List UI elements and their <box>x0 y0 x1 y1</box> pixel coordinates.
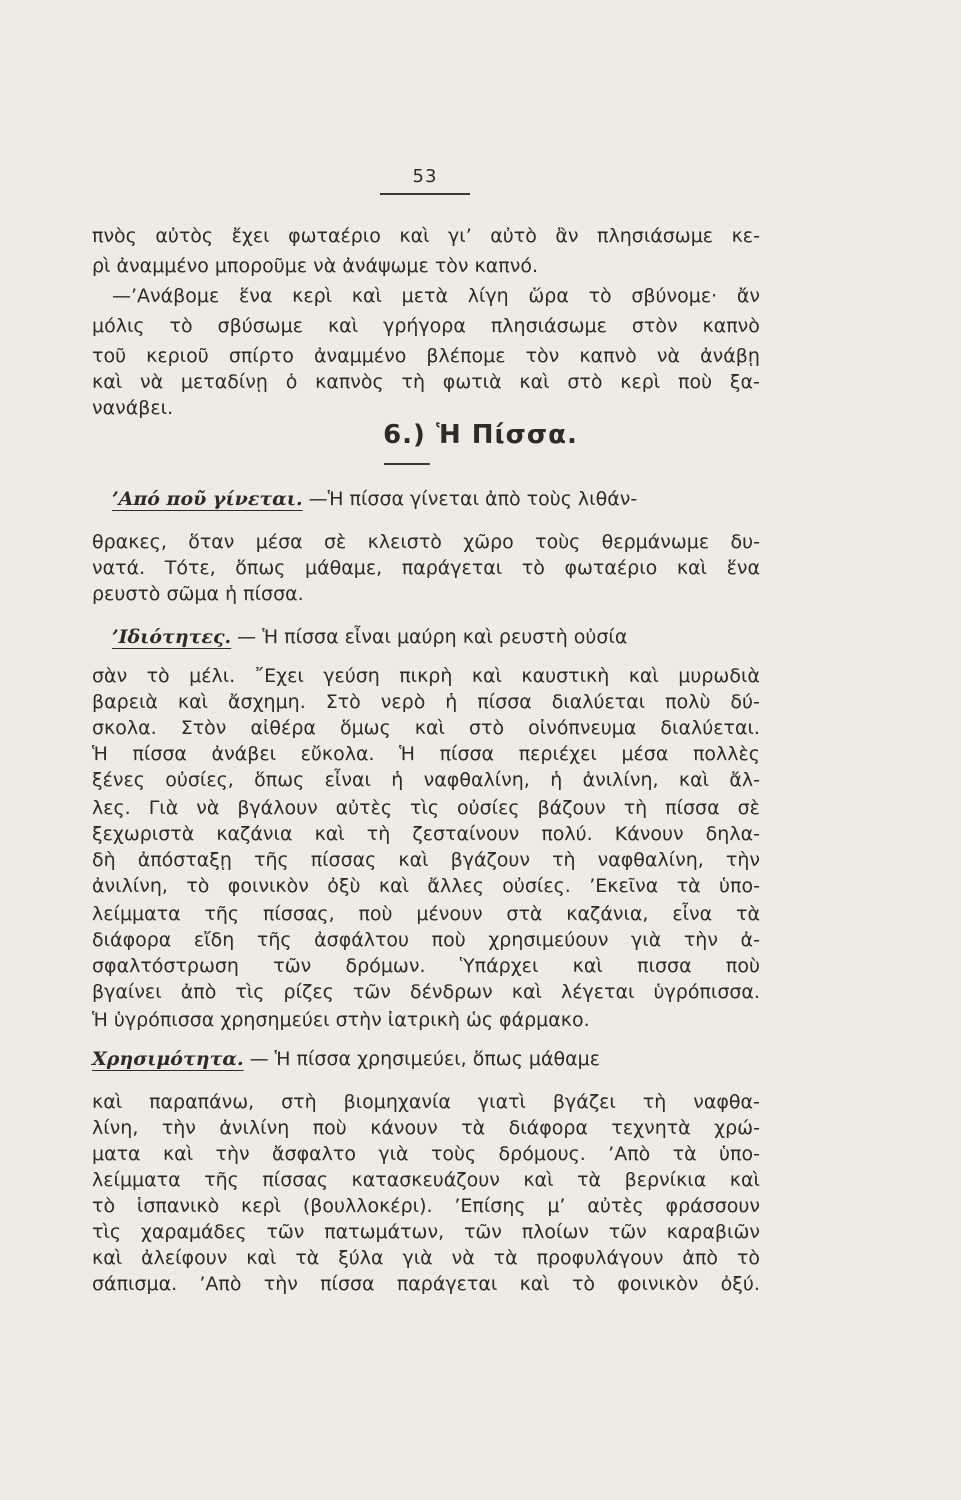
text-line: ρευστὸ σῶμα ἡ πίσσα. <box>92 583 304 605</box>
text-line: νατά. Τότε, ὅπως μάθαμε, παράγεται τὸ φωταέριο καὶ ἕνα <box>92 557 760 579</box>
text-line: βαρειὰ καὶ ἄσχημη. Στὸ νερὸ ἡ πίσσα διαλύεται πολὺ δύ- <box>92 691 760 713</box>
text-line: δὴ ἀπόσταξῃ τῆς πίσσας καὶ βγάζουν τὴ ναφθαλίνη, τὴν <box>92 849 760 871</box>
page-number-rule <box>380 193 470 195</box>
paragraph-heading: Χρησιμότητα. <box>92 1048 244 1070</box>
section-rule <box>384 463 430 465</box>
text-line: καὶ ἀλείφουν καὶ τὰ ξύλα γιὰ νὰ τὰ προφυλάγουν ἀπὸ τὸ <box>92 1247 760 1269</box>
paragraph-heading: ’Από ποῦ γίνεται. <box>112 488 303 510</box>
text-line: σφαλτόστρωση τῶν δρόμων. Ὑπάρχει καὶ πισσα ποὺ <box>92 955 760 977</box>
text-line <box>92 1047 760 1071</box>
text-line <box>112 625 760 649</box>
text-line: Ἡ ὑγρόπισσα χρησημεύει στὴν ἰατρικὴ ὡς φάρμακο. <box>92 1009 590 1031</box>
text-line: λείμματα τῆς πίσσας, ποὺ μένουν στὰ καζάνια, εἶνα τὰ <box>92 903 760 925</box>
text-line: τοῦ κεριοῦ σπίρτο ἀναμμένο βλέπομε τὸν καπνὸ νὰ ἀνάβῃ <box>92 345 760 367</box>
text-line: λίνη, τὴν ἀνιλίνη ποὺ κάνουν τὰ διάφορα τεχνητὰ χρώ- <box>92 1117 760 1139</box>
text-line: ματα καὶ τὴν ἄσφαλτο γιὰ τοὺς δρόμους. ’Απὸ τὰ ὑπο- <box>92 1143 760 1165</box>
section-title: 6.) Ἡ Πίσσα. <box>383 420 578 450</box>
paragraph-first-line: —Ἡ πίσσα γίνεται ἀπὸ τοὺς λιθάν- <box>308 488 638 510</box>
text-line: νανάβει. <box>92 397 174 419</box>
text-line: Ἡ πίσσα ἀνάβει εὔκολα. Ἡ πίσσα περιέχει μέσα πολλὲς <box>92 743 760 765</box>
text-line: θρακες, ὅταν μέσα σὲ κλειστὸ χῶρο τοὺς θερμάνωμε δυ- <box>92 531 760 553</box>
text-line: λες. Γιὰ νὰ βγάλουν αὐτὲς τὶς οὐσίες βάζουν τὴ πίσσα σὲ <box>92 797 760 819</box>
text-line: καὶ παραπάνω, στὴ βιομηχανία γιατὶ βγάζει τὴ ναφθα- <box>92 1091 760 1113</box>
text-line: τὸ ἱσπανικὸ κερὶ (βουλλοκέρι). ’Επίσης μ’ αὐτὲς φράσσουν <box>92 1195 760 1217</box>
text-line: ἀνιλίνη, τὸ φοινικὸν ὀξὺ καὶ ἄλλες οὐσίες. ’Εκεῖνα τὰ ὑπο- <box>92 875 760 897</box>
paragraph-first-line: — Ἡ πίσσα χρησιμεύει, ὅπως μάθαμε <box>249 1048 601 1070</box>
text-line: πνὸς αὐτὸς ἔχει φωταέριο καὶ γι’ αὐτὸ ἂν πλησιάσωμε κε- <box>92 225 760 247</box>
text-line: διάφορα εἴδη τῆς ἀσφάλτου ποὺ χρησιμεύουν γιὰ τὴν ἀ- <box>92 929 760 951</box>
paragraph-first-line: — Ἡ πίσσα εἶναι μαύρη καὶ ρευστὴ οὐσία <box>237 626 628 648</box>
text-line: λείμματα τῆς πίσσας κατασκευάζουν καὶ τὰ βερνίκια καὶ <box>92 1169 760 1191</box>
text-line: ρὶ ἀναμμένο μποροῦμε νὰ ἀνάψωμε τὸν καπνό. <box>92 255 538 277</box>
text-line: ξεχωριστὰ καζάνια καὶ τὴ ζεσταίνουν πολύ. Κάνουν δηλα- <box>92 823 760 845</box>
text-line <box>112 487 760 511</box>
text-line: σὰν τὸ μέλι. ῎Εχει γεύση πικρὴ καὶ καυστικὴ καὶ μυρωδιὰ <box>92 665 760 687</box>
text-line: —’Ανάβομε ἕνα κερὶ καὶ μετὰ λίγη ὥρα τὸ σβύνομε· ἄν <box>112 285 760 307</box>
text-line: σκολα. Στὸν αἰθέρα ὅμως καὶ στὸ οἰνόπνευμα διαλύεται. <box>92 717 760 739</box>
text-line: μόλις τὸ σβύσωμε καὶ γρήγορα πλησιάσωμε στὸν καπνὸ <box>92 315 760 337</box>
paragraph-heading: ’Ιδιότητες. <box>112 626 232 648</box>
text-line: ξένες οὐσίες, ὅπως εἶναι ἡ ναφθαλίνη, ἡ ἀνιλίνη, καὶ ἄλ- <box>92 769 760 791</box>
text-line: καὶ νὰ μεταδίνῃ ὁ καπνὸς τὴ φωτιὰ καὶ στὸ κερὶ ποὺ ξα- <box>92 371 760 393</box>
text-line: σάπισμα. ’Απὸ τὴν πίσσα παράγεται καὶ τὸ φοινικὸν ὀξύ. <box>92 1273 760 1295</box>
text-line: τὶς χαραμάδες τῶν πατωμάτων, τῶν πλοίων τῶν καραβιῶν <box>92 1221 760 1243</box>
page-number: 53 <box>412 166 438 187</box>
text-line: βγαίνει ἀπὸ τὶς ρίζες τῶν δένδρων καὶ λέγεται ὑγρόπισσα. <box>92 981 760 1003</box>
